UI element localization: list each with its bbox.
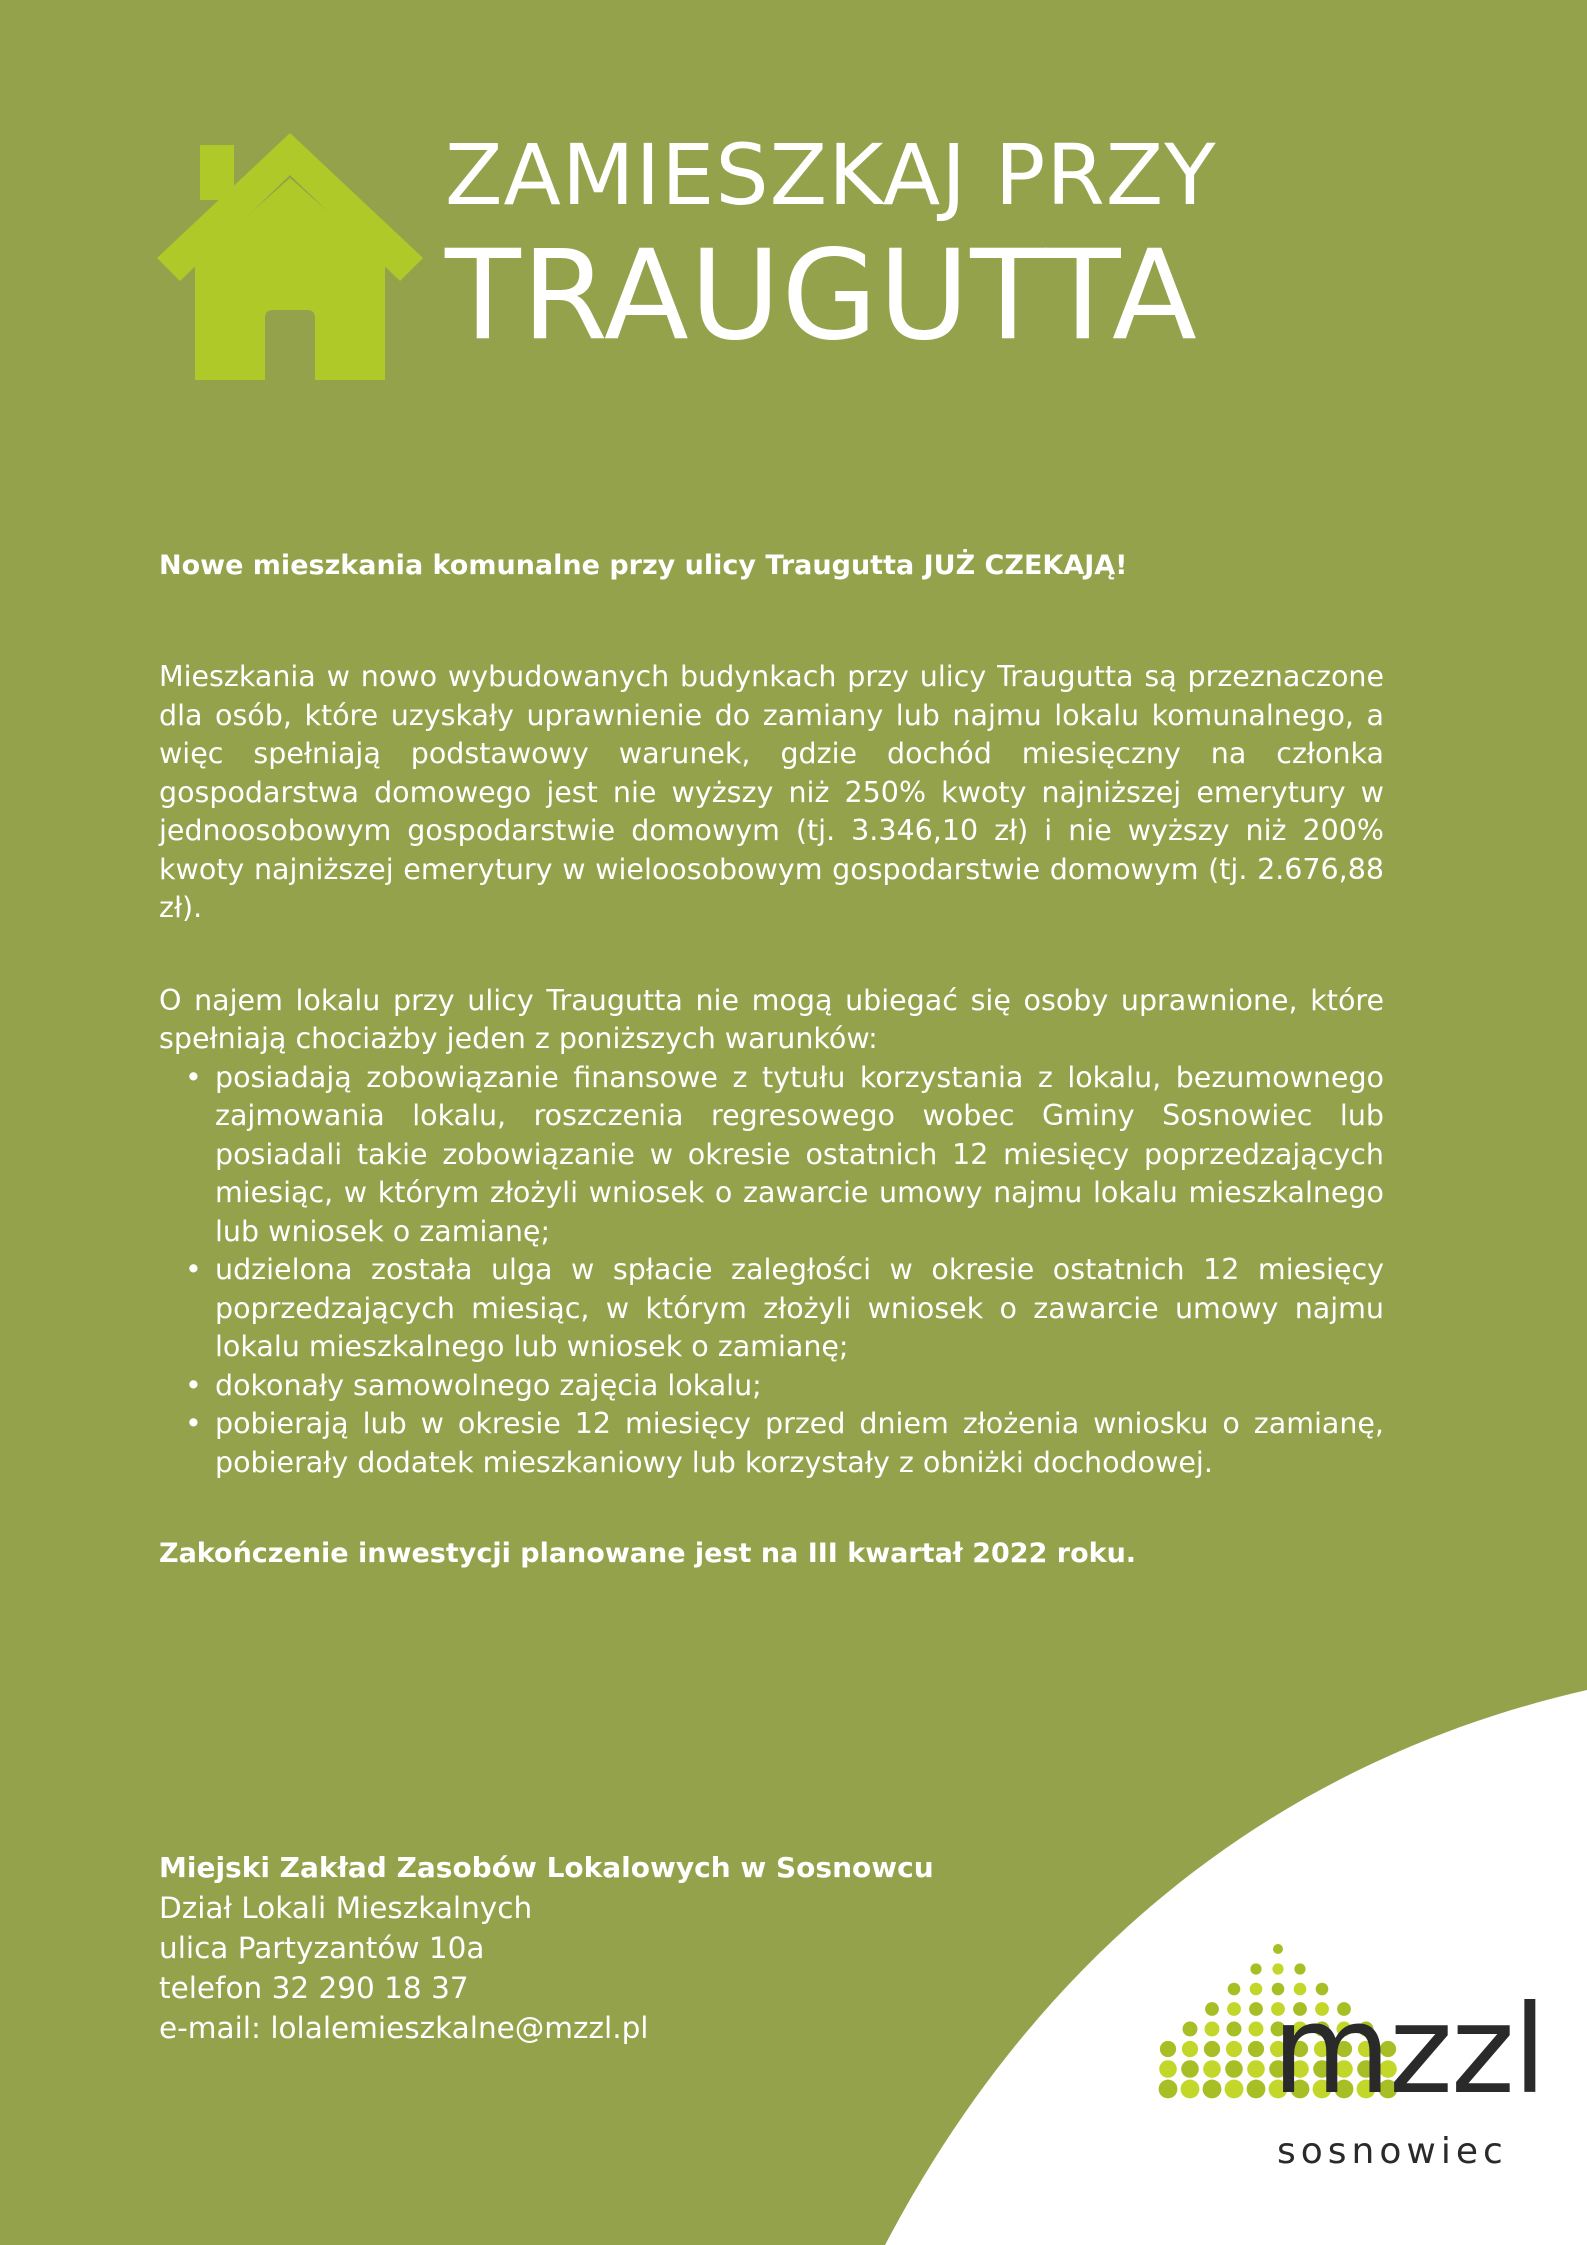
- logo-dot: [1249, 2022, 1264, 2037]
- logo-dot: [1294, 1963, 1305, 1974]
- logo-dot: [1225, 2080, 1244, 2099]
- logo-dot: [1247, 2080, 1266, 2099]
- house-icon: [155, 130, 425, 380]
- contact-address: ulica Partyzantów 10a: [159, 1931, 485, 1965]
- logo-dot: [1204, 2041, 1220, 2057]
- list-item: • udzielona została ulga w spłacie zaległości w okresie ostatnich 12 miesięcy poprzedzających miesiąc, w którym złożyli wniosek o zawarcie umowy najmu lokalu mieszkalnego lub wniosek o zamianę;: [215, 1251, 1384, 1367]
- contact-department: Dział Lokali Mieszkalnych: [159, 1891, 533, 1925]
- main-content: [159, 546, 1384, 1574]
- mzzl-logo: [1150, 1935, 1550, 2195]
- title-line-2: TRAUGUTTA: [445, 224, 1198, 368]
- logo-dot: [1159, 2080, 1178, 2099]
- list-item: • posiadają zobowiązanie finansowe z tytułu korzystania z lokalu, bezumownego zajmowania lokalu, roszczenia regresowego wobec Gminy Sosnowiec lub posiadali takie zobowiązanie w okresie ostatnich 12 miesięcy poprzedzających miesiąc, w którym złożyli wniosek o zawarcie umowy najmu lokalu mieszkalnego lub wniosek o zamianę;: [215, 1059, 1384, 1252]
- logo-dot: [1203, 2080, 1222, 2099]
- logo-dot: [1226, 2041, 1242, 2057]
- lead-heading: Nowe mieszkania komunalne przy ulicy Traugutta JUŻ CZEKAJĄ!: [159, 550, 1128, 581]
- logo-dot: [1205, 2002, 1219, 2016]
- logo-dot: [1227, 2002, 1241, 2016]
- exclusion-conditions-list: [159, 1059, 1384, 1483]
- logo-dot: [1228, 1983, 1241, 1996]
- logo-dot: [1227, 2022, 1242, 2037]
- logo-dot: [1250, 1963, 1261, 1974]
- contact-phone: telefon 32 290 18 37: [159, 1971, 469, 2005]
- list-item: • pobierają lub w okresie 12 miesięcy przed dniem złożenia wniosku o zamianę, pobierały dodatek mieszkaniowy lub korzystały z obniżki dochodowej.: [215, 1405, 1384, 1482]
- logo-dot: [1181, 2080, 1200, 2099]
- logo-dot: [1249, 2002, 1263, 2016]
- title-line-1: ZAMIESZKAJ PRZY: [445, 126, 1217, 224]
- paragraph-eligibility: Mieszkania w nowo wybudowanych budynkach przy ulicy Traugutta są przeznaczone dla osób, które uzyskały uprawnienie do zamiany lub najmu lokalu komunalnego, a więc spełniają podstawowy warunek, gdzie dochód miesięczny na członka gospodarstwa domowego jest nie wyższy niż 250% kwoty najniższej emerytury w jednoosobowym gospodarstwie domowym (tj. 3.346,10 zł) i nie wyższy niż 200% kwoty najniższej emerytury w wieloosobowym gospodarstwie domowym (tj. 2.676,88 zł).: [159, 660, 1384, 924]
- logo-dot: [1182, 2041, 1198, 2057]
- logo-dot: [1225, 2060, 1243, 2078]
- logo-name: mzzl: [1272, 1979, 1545, 2121]
- contact-organization: Miejski Zakład Zasobów Lokalowych w Sosnowcu: [159, 1851, 934, 1884]
- logo-dot: [1273, 1944, 1283, 1954]
- logo-dot: [1183, 2022, 1198, 2037]
- contact-email: e-mail: lolalemieszkalne@mzzl.pl: [159, 2011, 649, 2045]
- contact-block: [159, 1848, 1109, 2048]
- completion-note: Zakończenie inwestycji planowane jest na III kwartał 2022 roku.: [159, 1538, 1137, 1569]
- logo-dot: [1248, 2041, 1264, 2057]
- logo-dot: [1205, 2022, 1220, 2037]
- logo-dot: [1272, 1963, 1283, 1974]
- logo-dot: [1159, 2060, 1177, 2078]
- logo-dot: [1181, 2060, 1199, 2078]
- logo-dot: [1203, 2060, 1221, 2078]
- page-title: [445, 120, 1445, 366]
- logo-dot: [1247, 2060, 1265, 2078]
- logo-dot: [1250, 1983, 1263, 1996]
- list-item: • dokonały samowolnego zajęcia lokalu;: [215, 1367, 1384, 1406]
- logo-city: sosnowiec: [1277, 2131, 1508, 2172]
- paragraph-exclusions: O najem lokalu przy ulicy Traugutta nie mogą ubiegać się osoby uprawnione, które spełniają chociażby jeden z poniższych warunków:: [159, 983, 1384, 1055]
- logo-dot: [1160, 2041, 1176, 2057]
